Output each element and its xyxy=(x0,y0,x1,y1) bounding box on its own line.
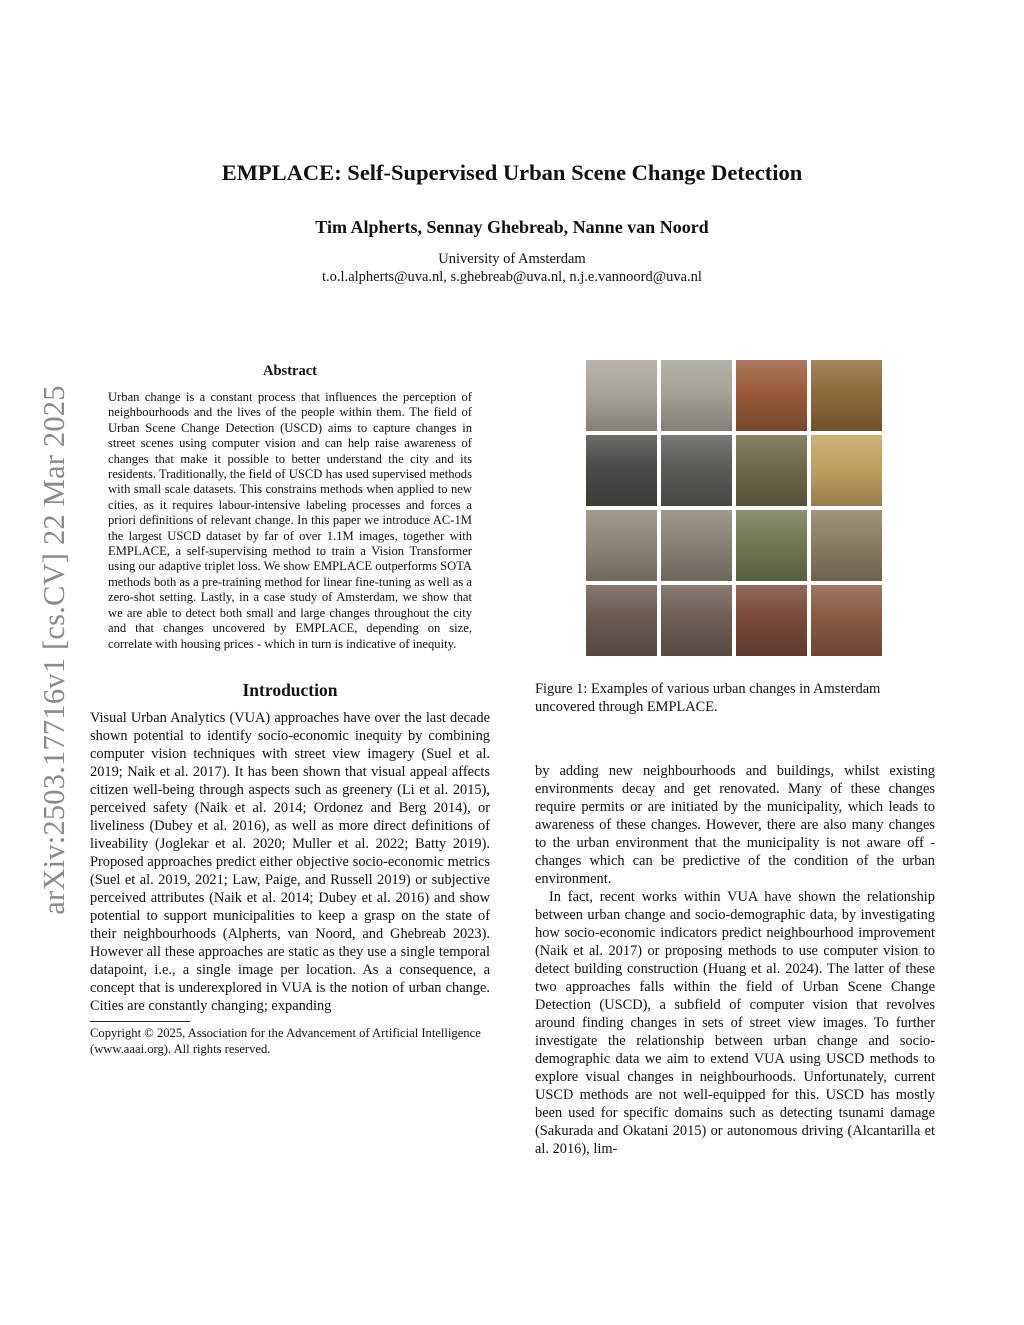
figure-photo-r3-c4 xyxy=(811,510,882,581)
figure-photo-r4-c3 xyxy=(736,585,807,656)
affiliation: University of Amsterdam xyxy=(438,251,586,267)
affiliation-block xyxy=(0,250,1024,286)
paper-title: EMPLACE: Self-Supervised Urban Scene Change Detection xyxy=(221,160,803,185)
figure-1-image-grid xyxy=(586,360,882,656)
introduction-left-text: Visual Urban Analytics (VUA) approaches have over the last decade shown potential to identify socio-economic inequity by combining computer vision techniques with street view imagery (Suel et al. 2019; Naik et al. 2017). It has been shown that visual appeal affects citizen well-being through aspects such as greenery (Li et al. 2015), perceived safety (Naik et al. 2014; Ordonez and Berg 2014), or liveliness (Dubey et al. 2016), as well as more direct definitions of liveability (Joglekar et al. 2020; Muller et al. 2022; Batty 2019). Proposed approaches predict either objective socio-economic metrics (Suel et al. 2019, 2021; Law, Paige, and Russell 2019) or subjective perceived attributes (Naik et al. 2014; Dubey et al. 2016) and show potential to support municipalities to keep a grasp on the state of their neighbourhoods (Alpherts, van Noord, and Ghebreab 2023). However all these approaches are static as they use a single temporal datapoint, i.e., a single image per location. As a consequence, a concept that is underexplored in VUA is the notion of urban change. Cities are constantly changing; expanding xyxy=(90,709,490,1014)
figure-photo-r3-c2 xyxy=(661,510,732,581)
figure-photo-r3-c1 xyxy=(586,510,657,581)
figure-photo-r1-c1 xyxy=(586,360,657,431)
introduction-heading: Introduction xyxy=(242,679,338,700)
arxiv-id: arXiv:2503.17716v1 [cs.CV] 22 Mar 2025 xyxy=(37,385,71,915)
figure-photo-r4-c1 xyxy=(586,585,657,656)
paper-authors: Tim Alpherts, Sennay Ghebreab, Nanne van Noord xyxy=(315,217,709,237)
abstract-heading: Abstract xyxy=(263,363,317,379)
figure-photo-r1-c3 xyxy=(736,360,807,431)
figure-photo-r2-c3 xyxy=(736,435,807,506)
figure-photo-r2-c4 xyxy=(811,435,882,506)
introduction-right-para-1: by adding new neighbourhoods and buildings, whilst existing environments decay and get renovated. Many of these changes require permits or are initiated by the municipality, which leads to awareness of these changes. However, there are also many changes to the urban environment that the municipality is not aware off - changes which can be predictive of the condition of the urban environment. xyxy=(535,763,935,887)
abstract-text: Urban change is a constant process that influences the perception of neighbourhoods and the lives of the people within them. The field of Urban Scene Change Detection (USCD) aims to capture changes in street scenes using computer vision and can help raise awareness of changes that make it possible to better understand the city and its residents. Traditionally, the field of USCD has used supervised methods with small scale datasets. This constrains methods when applied to new cities, as it requires labour-intensive labeling processes and forces a priori definitions of relevant change. In this paper we introduce AC-1M the largest USCD dataset by far of over 1.1M images, together with EMPLACE, a self-supervising method to train a Vision Transformer using our adaptive triplet loss. We show EMPLACE outperforms SOTA methods both as a pre-training method for linear fine-tuning as well as a zero-shot setting. Lastly, in a case study of Amsterdam, we show that we are able to detect both small and large changes throughout the city and that changes uncovered by EMPLACE, depending on size, correlate with housing prices - which in turn is indicative of inequity. xyxy=(108,390,472,651)
introduction-right-para-2: In fact, recent works within VUA have shown the relationship between urban change and socio-demographic data, by investigating how socio-economic indicators predict neighbourhood improvement (Naik et al. 2017) or proposing methods to use computer vision to detect building construction (Huang et al. 2024). The latter of these two approaches falls within the field of Urban Scene Change Detection (USCD), a subfield of computer vision that revolves around finding changes in sets of street view images. To further investigate the relationship between urban change and socio-demographic data we aim to extend VUA using USCD methods to explore visual changes in neighbourhoods. Unfortunately, current USCD methods are not well-equipped for this. USCD has mostly been used for specific domains such as detecting tsunami damage (Sakurada and Okatani 2015) or autonomous driving (Alcantarilla et al. 2016), lim- xyxy=(535,889,935,1157)
figure-1-caption: Figure 1: Examples of various urban changes in Amsterdam uncovered through EMPLACE. xyxy=(535,681,881,715)
left-column xyxy=(90,360,490,1057)
figure-photo-r1-c4 xyxy=(811,360,882,431)
figure-photo-r1-c2 xyxy=(661,360,732,431)
copyright-footnote: Copyright © 2025, Association for the Advancement of Artificial Intelligence (www.aaai.org). All rights reserved. xyxy=(90,1025,481,1056)
figure-photo-r4-c2 xyxy=(661,585,732,656)
author-emails: t.o.l.alpherts@uva.nl, s.ghebreab@uva.nl, n.j.e.vannoord@uva.nl xyxy=(322,269,702,285)
figure-photo-r2-c2 xyxy=(661,435,732,506)
figure-photo-r2-c1 xyxy=(586,435,657,506)
arxiv-stamp xyxy=(26,350,82,950)
right-column xyxy=(535,360,935,1158)
figure-photo-r3-c3 xyxy=(736,510,807,581)
figure-photo-r4-c4 xyxy=(811,585,882,656)
footnote-rule xyxy=(90,1021,190,1022)
